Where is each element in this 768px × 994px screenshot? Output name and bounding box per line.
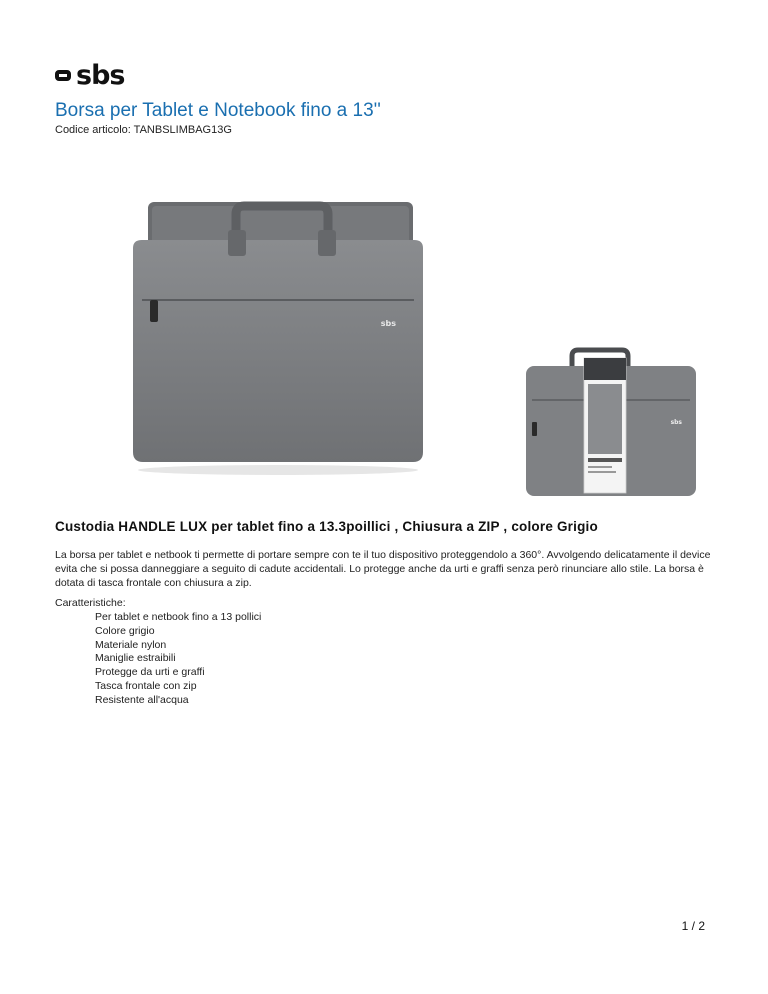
product-subtitle: Custodia HANDLE LUX per tablet fino a 13.3poillici , Chiusura a ZIP , colore Grigio (55, 519, 598, 534)
page-number: 1 / 2 (681, 919, 705, 933)
feature-item: Maniglie estraibili (95, 652, 176, 665)
package-bag-logo: sbs (670, 419, 682, 426)
product-image-package (512, 330, 707, 500)
product-image-main (128, 160, 428, 480)
features-title: Caratteristiche: (55, 597, 126, 609)
bag-logo: sbs (380, 319, 396, 328)
feature-item: Tasca frontale con zip (95, 679, 197, 692)
logo-mark-icon (55, 70, 71, 81)
product-description: La borsa per tablet e netbook ti permette di portare sempre con te il tuo dispositivo proteggendolo a 360°. Avvolgendo delicatamente il device evita che si possa danneggiare a seguito di cadute accidentali. Lo protegge anche da urti e graffi senza però rinunciare allo stile. La borsa è dotata di tasca frontale con chiusura a zip. (55, 549, 711, 589)
feature-item: Per tablet e netbook fino a 13 pollici (95, 611, 262, 623)
feature-item: Materiale nylon (95, 638, 167, 651)
feature-item: Resistente all'acqua (95, 693, 189, 706)
features-list (95, 611, 261, 708)
brand-name: sbs (76, 60, 125, 91)
feature-item: Colore grigio (95, 624, 155, 637)
product-title: Borsa per Tablet e Notebook fino a 13'' (55, 100, 381, 121)
product-sku: Codice articolo: TANBSLIMBAG13G (55, 124, 232, 136)
feature-item: Protegge da urti e graffi (95, 666, 205, 679)
brand-logo (55, 62, 124, 89)
